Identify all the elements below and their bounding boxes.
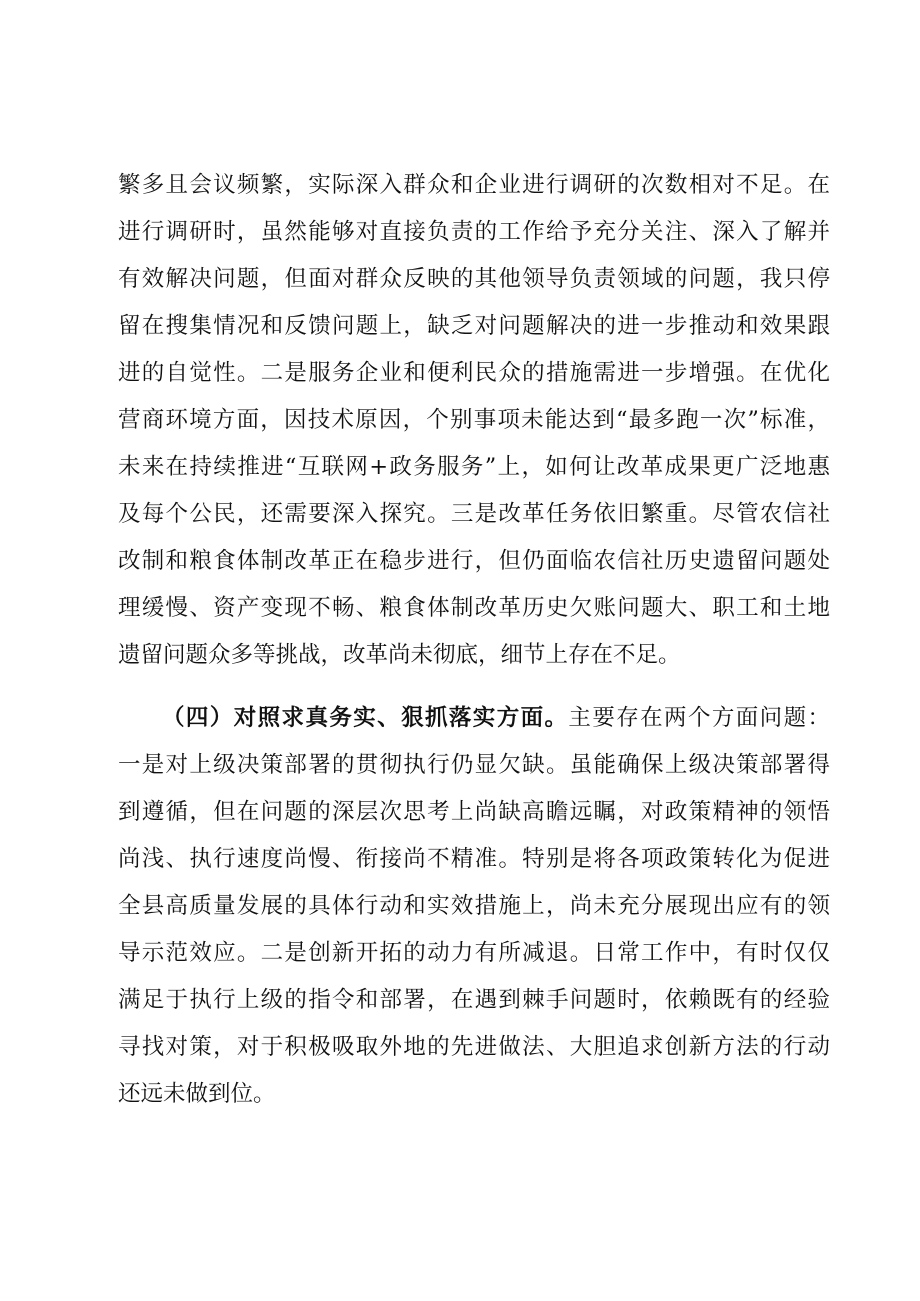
text-line: 还远未做到位。	[118, 1081, 276, 1107]
text-line: 理缓慢、资产变现不畅、粮食体制改革历史欠账问题大、职工和土地	[118, 595, 830, 621]
text-line: 尚浅、执行速度尚慢、衔接尚不精准。特别是将各项政策转化为促进	[118, 846, 830, 872]
text-line: 到遵循，但在问题的深层次思考上尚缺高瞻远瞩，对政策精神的领悟	[118, 799, 830, 825]
text-line: 进行调研时，虽然能够对直接负责的工作给予充分关注、深入了解并	[118, 219, 830, 245]
text-line: 进的自觉性。二是服务企业和便利民众的措施需进一步增强。在优化	[118, 360, 830, 386]
section-heading: （四）对照求真务实、狠抓落实方面。	[162, 705, 569, 731]
text-line: 寻找对策，对于积极吸取外地的先进做法、大胆追求创新方法的行动	[118, 1034, 830, 1060]
text-line: 遗留问题众多等挑战，改革尚未彻底，细节上存在不足。	[118, 642, 681, 668]
text-line: 繁多且会议频繁，实际深入群众和企业进行调研的次数相对不足。在	[118, 172, 830, 198]
text-line: 有效解决问题，但面对群众反映的其他领导负责领域的问题，我只停	[118, 266, 830, 292]
text-line: 满足于执行上级的指令和部署，在遇到棘手问题时，依赖既有的经验	[118, 987, 830, 1013]
section-heading-line	[162, 698, 830, 738]
text-line: 一是对上级决策部署的贯彻执行仍显欠缺。虽能确保上级决策部署得	[118, 752, 830, 778]
text-line: 全县高质量发展的具体行动和实效措施上，尚未充分展现出应有的领	[118, 893, 830, 919]
text-line: 导示范效应。二是创新开拓的动力有所减退。日常工作中，有时仅仅	[118, 940, 830, 966]
text-line: 未来在持续推进“互联网+政务服务”上，如何让改革成果更广泛地惠	[118, 454, 830, 480]
text-line: 改制和粮食体制改革正在稳步进行，但仍面临农信社历史遗留问题处	[118, 548, 830, 574]
text-line: 营商环境方面，因技术原因，个别事项未能达到“最多跑一次”标准，	[118, 407, 830, 433]
text-line: 留在搜集情况和反馈问题上，缺乏对问题解决的进一步推动和效果跟	[118, 313, 830, 339]
text-line: 及每个公民，还需要深入探究。三是改革任务依旧繁重。尽管农信社	[118, 501, 830, 527]
heading-line-rest: 主要存在两个方面问题：	[568, 705, 830, 731]
